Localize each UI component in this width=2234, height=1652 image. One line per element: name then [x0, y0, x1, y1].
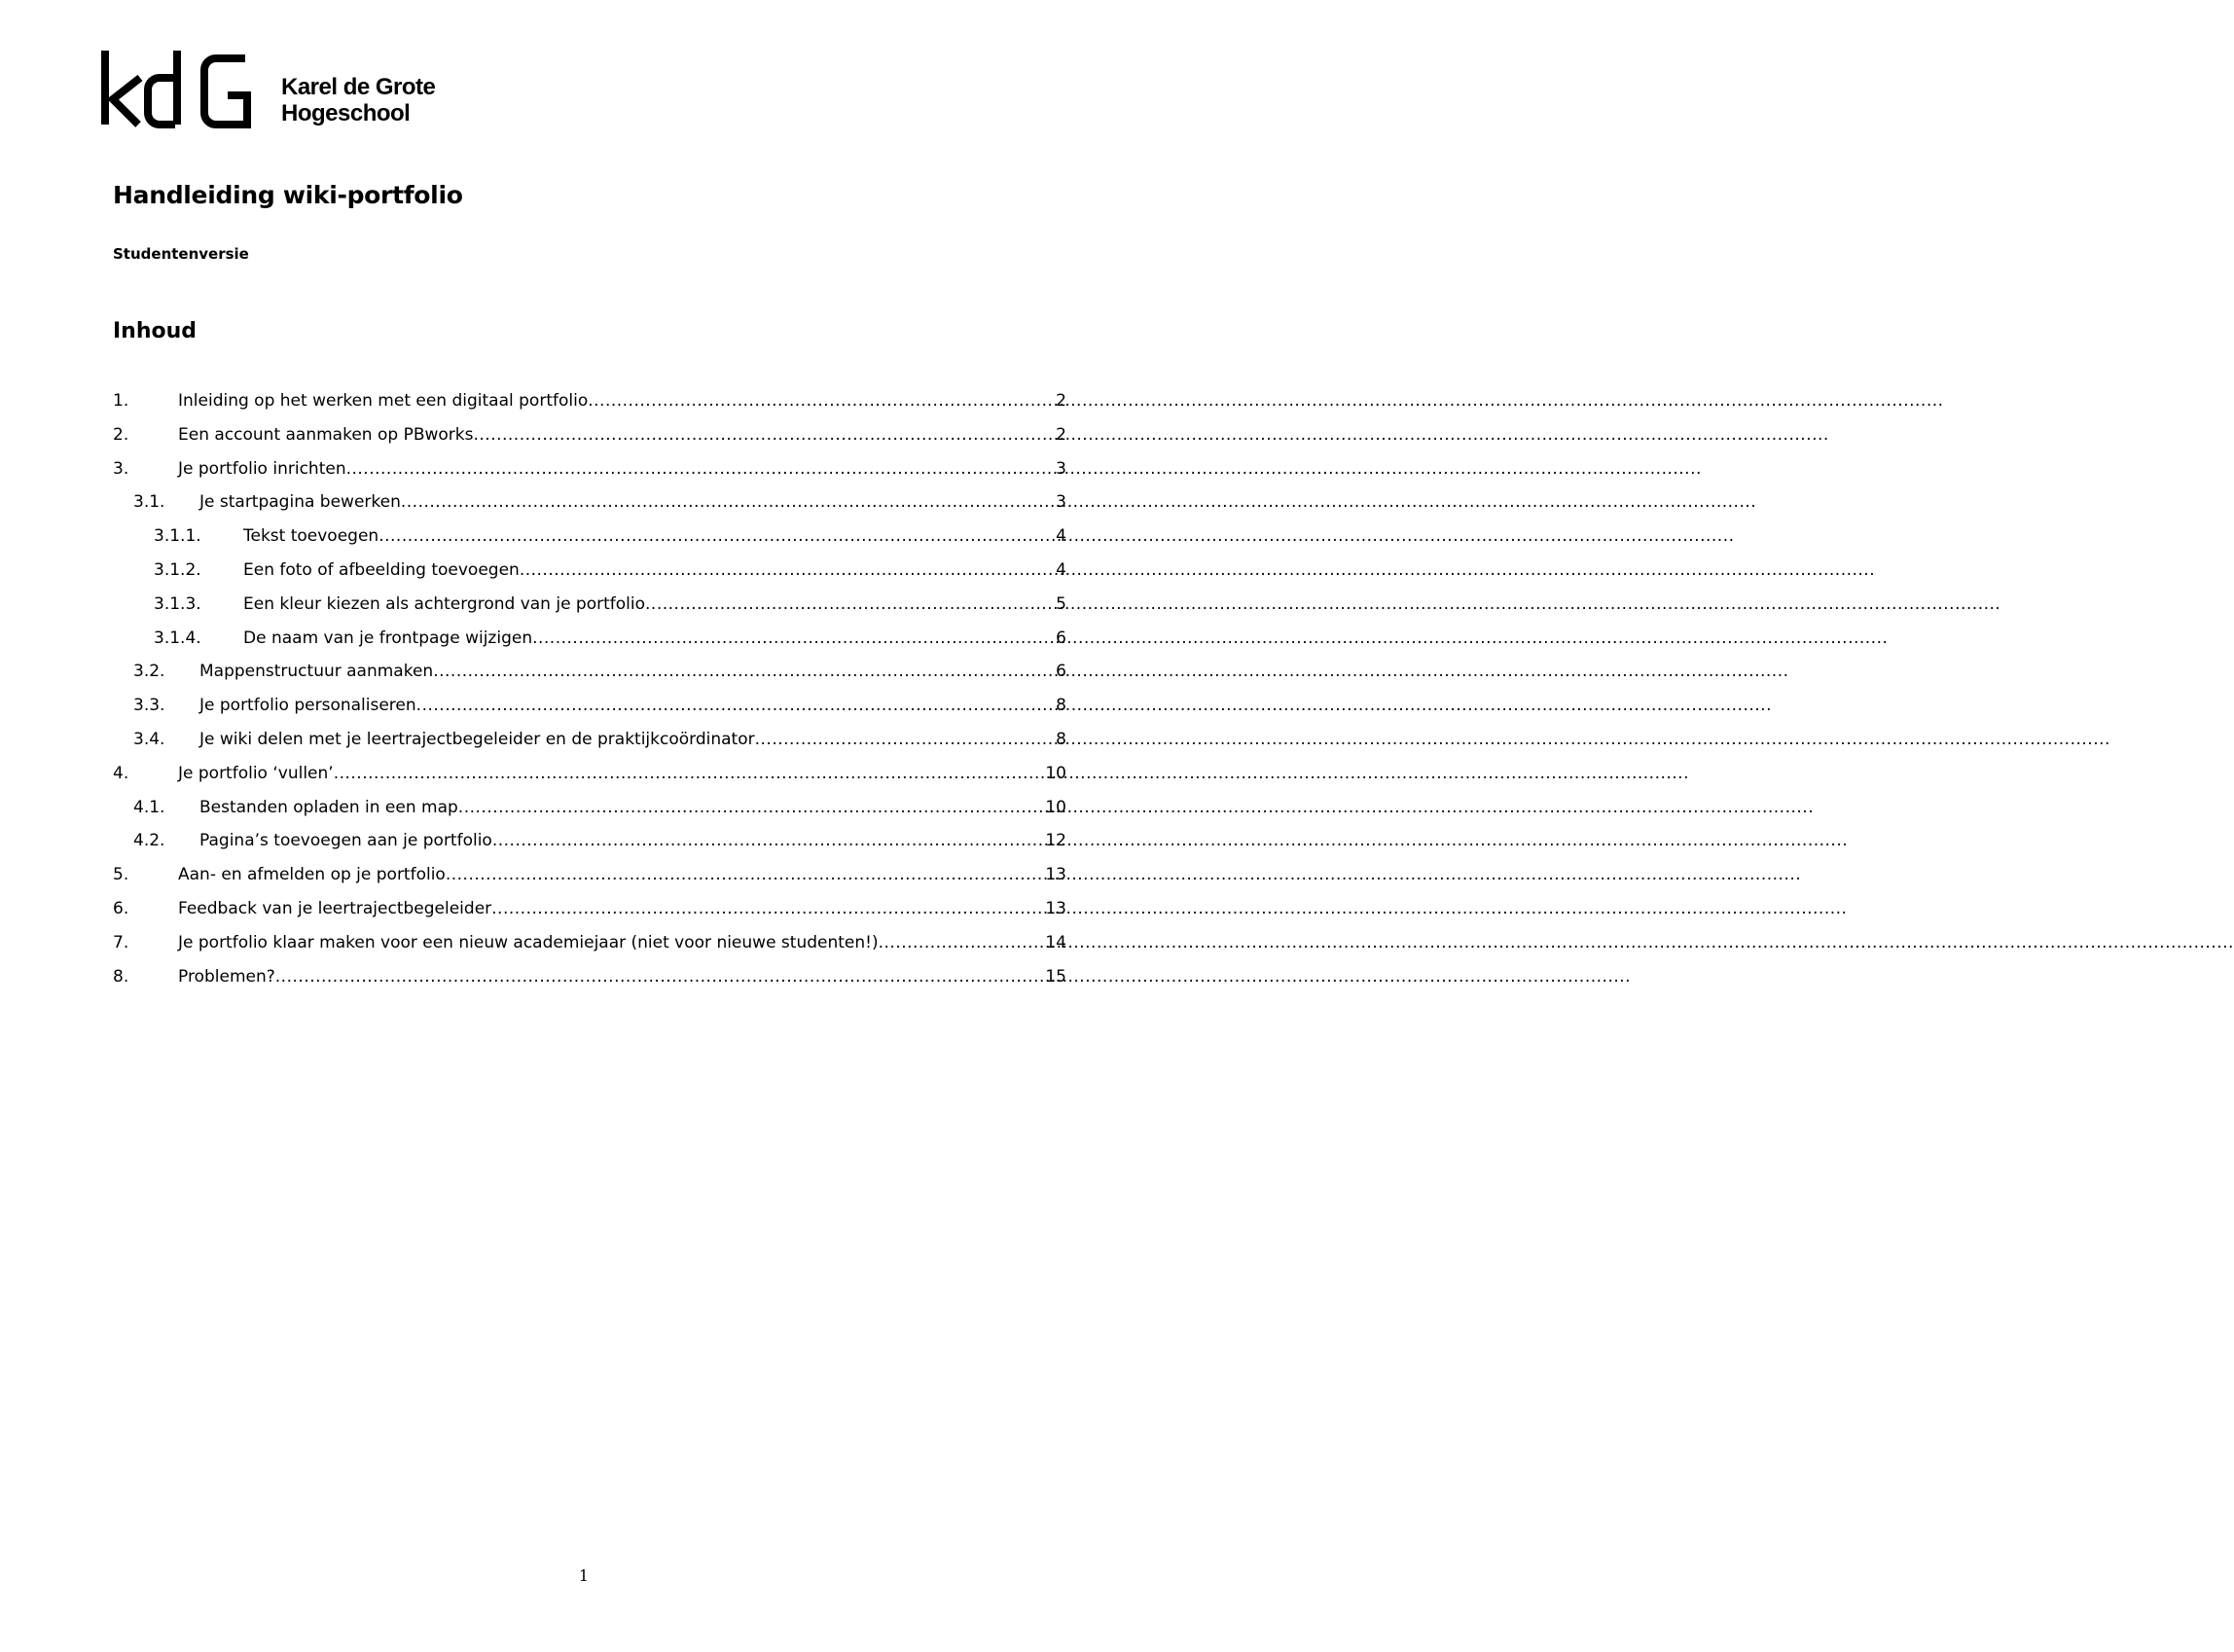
toc-dot-leader [491, 899, 1045, 918]
toc-entry[interactable] [113, 696, 1066, 730]
toc-entry-label: Je portfolio klaar maken voor een nieuw academiejaar (niet voor nieuwe studenten!) [178, 932, 879, 952]
toc-entry-number: 2. [113, 424, 129, 445]
toc-entry[interactable] [113, 594, 1066, 628]
toc-entry-number: 3.1. [133, 492, 165, 513]
toc-entry-label: Je wiki delen met je leertrajectbegeleider en de praktijkcoördinator [199, 729, 755, 749]
toc-entry-page: 10 [1045, 797, 1066, 817]
toc-entry-page: 2 [1056, 424, 1066, 445]
toc-dot-leader [532, 628, 1056, 648]
toc-entry-number: 3.4. [133, 729, 165, 749]
toc-entry-label: Tekst toevoegen [243, 526, 379, 547]
toc-entry-number: 4. [113, 763, 129, 783]
toc-entry-number: 3. [113, 458, 129, 479]
toc-entry[interactable] [113, 628, 1066, 663]
toc-entry-page: 15 [1045, 966, 1066, 987]
toc-dot-leader [473, 425, 1056, 445]
toc-dot-leader [275, 967, 1046, 987]
toc-dot-leader [492, 831, 1046, 850]
toc-entry-number: 3.1.4. [154, 628, 201, 648]
toc-entry-page: 12 [1045, 831, 1066, 851]
toc-entry-label: Je portfolio inrichten [178, 458, 346, 479]
toc-entry-page: 5 [1056, 593, 1066, 614]
toc-entry-page: 14 [1045, 932, 1066, 952]
document-subtitle: Studentenversie [113, 245, 249, 263]
toc-dot-leader [755, 730, 1057, 749]
logo-line-2: Hogeschool [281, 100, 411, 126]
toc-entry[interactable] [113, 492, 1066, 526]
toc-entry-page: 3 [1056, 492, 1066, 513]
toc-dot-leader [520, 560, 1056, 580]
page-number: 1 [578, 1566, 590, 1585]
toc-entry[interactable] [113, 391, 1066, 425]
toc-dot-leader [458, 798, 1046, 817]
toc-dot-leader [416, 696, 1057, 715]
toc-entry-number: 6. [113, 898, 129, 918]
toc-entry[interactable] [113, 933, 1066, 967]
toc-entry[interactable] [113, 459, 1066, 493]
logo-wordmark [281, 74, 435, 126]
toc-entry-page: 8 [1056, 729, 1066, 749]
toc-entry-label: Bestanden opladen in een map [199, 797, 458, 817]
toc-entry-label: Je portfolio personaliseren [199, 696, 416, 716]
toc-entry-number: 5. [113, 865, 129, 885]
toc-entry-page: 3 [1056, 458, 1066, 479]
logo-line-1: Karel de Grote [281, 74, 436, 100]
toc-entry-label: Inleiding op het werken met een digitaal portfolio [178, 391, 589, 411]
toc-dot-leader [588, 391, 1056, 411]
toc-dot-leader [346, 459, 1057, 479]
toc-entry-label: Je portfolio ‘vullen’ [178, 763, 334, 783]
toc-entry-page: 6 [1056, 628, 1066, 648]
toc-entry[interactable] [113, 764, 1066, 798]
toc-entry-label: Mappenstructuur aanmaken [199, 662, 434, 682]
toc-entry-number: 3.2. [133, 662, 165, 682]
toc-entry-page: 10 [1045, 763, 1066, 783]
document-title: Handleiding wiki-portfolio [113, 181, 463, 209]
toc-entry-page: 13 [1045, 898, 1066, 918]
kdg-logo [101, 49, 471, 126]
toc-entry[interactable] [113, 967, 1066, 1001]
toc-entry-page: 6 [1056, 662, 1066, 682]
toc-dot-leader [446, 865, 1046, 884]
toc-entry-number: 3.1.3. [154, 593, 201, 614]
toc-entry[interactable] [113, 798, 1066, 832]
toc-entry-number: 4.1. [133, 797, 165, 817]
toc-entry-label: Een foto of afbeelding toevoegen [243, 559, 520, 580]
toc-entry-page: 4 [1056, 526, 1066, 547]
toc-entry-label: Problemen? [178, 966, 275, 987]
toc-entry-label: Je startpagina bewerken [199, 492, 401, 513]
toc-entry-label: Aan- en afmelden op je portfolio [178, 865, 446, 885]
toc-entry[interactable] [113, 831, 1066, 865]
toc-entry-page: 4 [1056, 559, 1066, 580]
toc-entry-number: 1. [113, 391, 129, 411]
toc-entry[interactable] [113, 730, 1066, 764]
toc-dot-leader [645, 594, 1056, 614]
toc-dot-leader [433, 662, 1056, 681]
toc-entry[interactable] [113, 560, 1066, 594]
toc-entry-number: 3.1.2. [154, 559, 201, 580]
toc-entry-label: Feedback van je leertrajectbegeleider [178, 898, 492, 918]
toc-heading: Inhoud [113, 319, 198, 343]
toc-entry-label: Pagina’s toevoegen aan je portfolio [199, 831, 492, 851]
toc-entry-label: Een account aanmaken op PBworks [178, 424, 474, 445]
toc-entry[interactable] [113, 899, 1066, 933]
toc-entry-label: De naam van je frontpage wijzigen [243, 628, 533, 648]
toc-entry[interactable] [113, 865, 1066, 899]
toc-entry[interactable] [113, 526, 1066, 560]
table-of-contents [113, 391, 1066, 1000]
toc-dot-leader [378, 526, 1056, 546]
toc-entry-page: 2 [1056, 391, 1066, 411]
toc-entry-label: Een kleur kiezen als achtergrond van je portfolio [243, 593, 646, 614]
toc-dot-leader [879, 933, 1046, 952]
toc-entry-number: 7. [113, 932, 129, 952]
toc-entry-page: 8 [1056, 696, 1066, 716]
toc-entry-number: 8. [113, 966, 129, 987]
toc-dot-leader [334, 764, 1046, 783]
toc-dot-leader [401, 492, 1056, 512]
toc-entry-page: 13 [1045, 865, 1066, 885]
toc-entry[interactable] [113, 662, 1066, 696]
toc-entry-number: 3.1.1. [154, 526, 201, 547]
toc-entry[interactable] [113, 425, 1066, 459]
toc-entry-number: 3.3. [133, 696, 165, 716]
toc-entry-number: 4.2. [133, 831, 165, 851]
kdg-logo-mark-icon [101, 49, 267, 126]
